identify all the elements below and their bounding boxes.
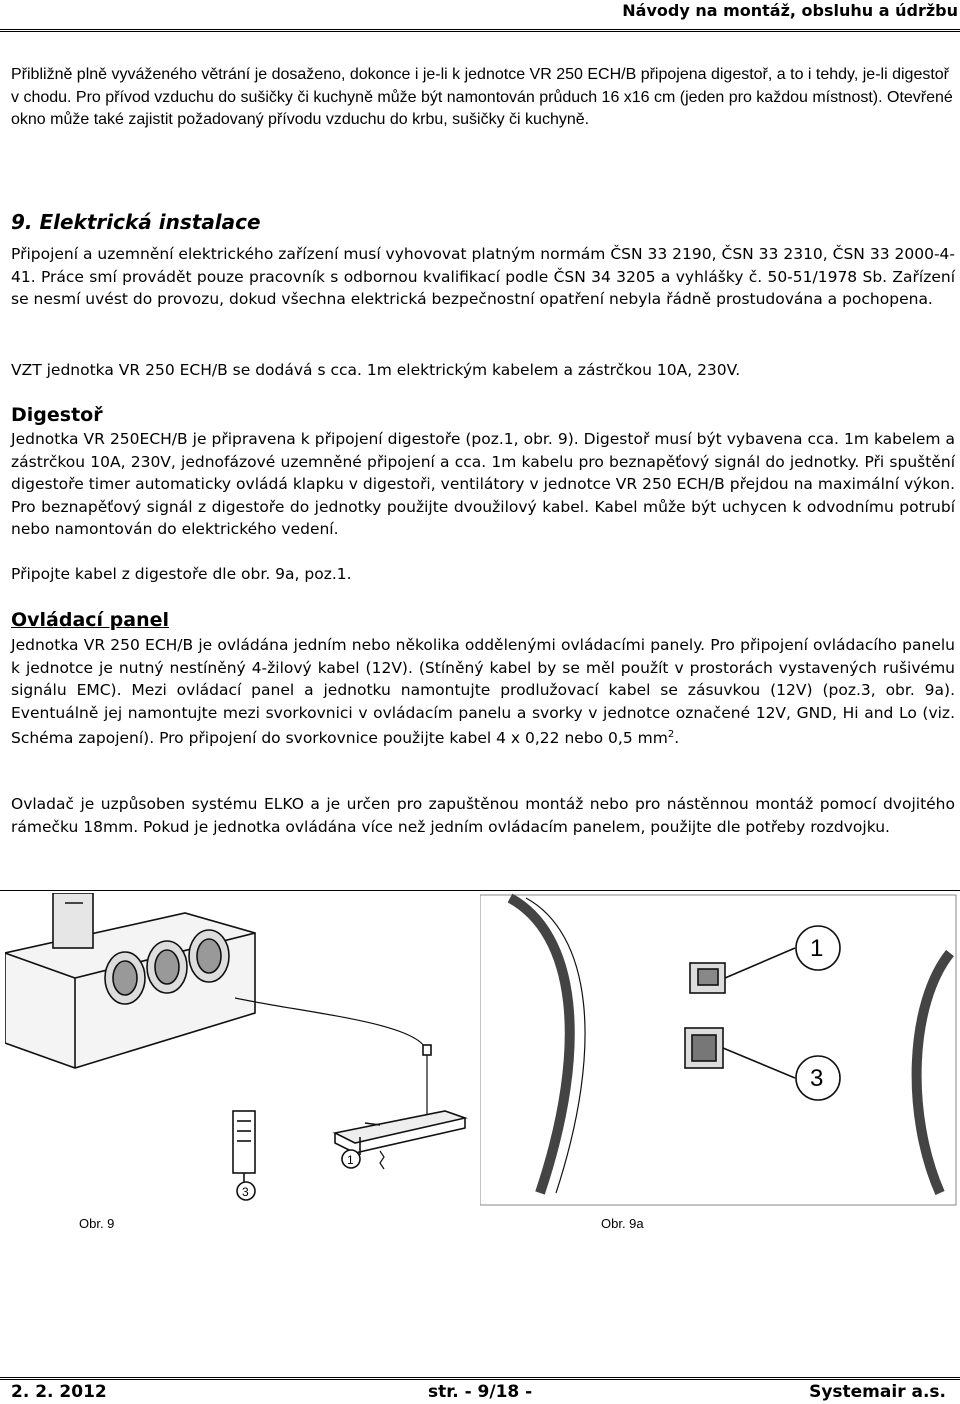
electrical-paragraph-2: VZT jednotka VR 250 ECH/B se dodává s cca. 1m elektrickým kabelem a zástrčkou 10A, 230V. (11, 361, 741, 379)
panel-paragraph-1-text: Jednotka VR 250 ECH/B je ovládána jedním nebo několika oddělenými ovládacími panely. Pro připojení ovládacího panelu k jednotce je nutný nestíněný 4-žilový kabel (12V). (Stíněný kabel by se měl použít v prostorách vystavených rušivému signálu EMC). Mezi ovládací panel a jednotku namontujte prodlužovací kabel se zásuvkou (12V) (poz.3, obr. 9a). Eventuálně jej namontujte mezi svorkovnici v ovládacím panelu a svorky v jednotce označené 12V, GND, Hi and Lo (viz. Schéma zapojení). Pro připojení do svorkovnice použijte kabel 4 x 0,22 nebo 0,5 mm (11, 636, 955, 748)
figure-rule (0, 890, 960, 891)
hood-paragraph-2: Připojte kabel z digestoře dle obr. 9a, poz.1. (11, 565, 352, 583)
footer-company: Systemair a.s. (809, 1382, 946, 1402)
footer-page-number: str. - 9/18 - (428, 1382, 533, 1402)
section-title-hood: Digestoř (11, 404, 103, 426)
fig9-label-1: 1 (347, 1153, 354, 1167)
caption-figure-9a: Obr. 9a (601, 1216, 644, 1231)
panel-paragraph-1-end: . (674, 729, 680, 748)
footer-date: 2. 2. 2012 (11, 1382, 107, 1402)
intro-paragraph: Přibližně plně vyváženého větrání je dosaženo, dokonce i je-li k jednotce VR 250 ECH/B připojena digestoř, a to i tehdy, je-li digestoř v chodu. Pro přívod vzduchu do sušičky či kuchyně může být namontován průduch 16 x16 cm (jeden pro každou místnost). Otevřené okno může také zajistit požadovaný přívodu vzduchu do krbu, sušičky či kuchyně. (11, 66, 953, 128)
panel-paragraph-1 (11, 634, 955, 750)
header-rule (0, 29, 960, 32)
panel-paragraph-2: Ovladač je uzpůsoben systému ELKO a je určen pro zapuštěnou montáž nebo pro nástěnnou montáž pomocí dvojitého rámečku 18mm. Pokud je jednotka ovládána více než jedním ovládacím panelem, použijte dle potřeby rozdvojku. (11, 795, 955, 836)
section-title-electrical: 9. Elektrická instalace (11, 210, 261, 234)
fig9a-label-3: 3 (810, 1065, 824, 1092)
electrical-paragraph-1: Připojení a uzemnění elektrického zařízení musí vyhovovat platným normám ČSN 33 2190, ČSN 33 2310, ČSN 33 2000-4-41. Práce smí provádět pouze pracovník s odbornou kvalifikací podle ČSN 34 3205 a vyhlášky č. 50-51/1978 Sb. Zařízení se nesmí uvést do provozu, dokud všechna elektrická bezpečnostní opatření nebyla řádně prostudována a pochopena. (11, 245, 955, 308)
superscript-2: 2 (667, 729, 675, 740)
footer-rule (0, 1377, 960, 1380)
fig9-label-3: 3 (242, 1185, 249, 1199)
figure-9a-drawing (480, 893, 958, 1213)
fig9a-label-1: 1 (810, 935, 824, 962)
page-header-title: Návody na montáž, obsluhu a údržbu (622, 1, 958, 20)
section-title-control-panel: Ovládací panel (11, 609, 170, 631)
hood-paragraph-1: Jednotka VR 250ECH/B je připravena k připojení digestoře (poz.1, obr. 9). Digestoř musí být vybavena cca. 1m kabelem a zástrčkou 10A, 230V, jednofázové uzemněné připojení a cca. 1m kabelu pro beznapěťový signál do jednotky. Při spuštění digestoře timer automaticky ovládá klapku v digestoři, ventilátory v jednotce VR 250 ECH/B přejdou na maximální výkon. Pro beznapěťový signál z digestoře do jednotky použijte dvoužilový kabel. Kabel může být uchycen k odvodnímu potrubí nebo namontován do elektrického vedení. (11, 430, 955, 538)
caption-figure-9: Obr. 9 (79, 1216, 115, 1231)
figure-9-drawing (5, 893, 475, 1213)
